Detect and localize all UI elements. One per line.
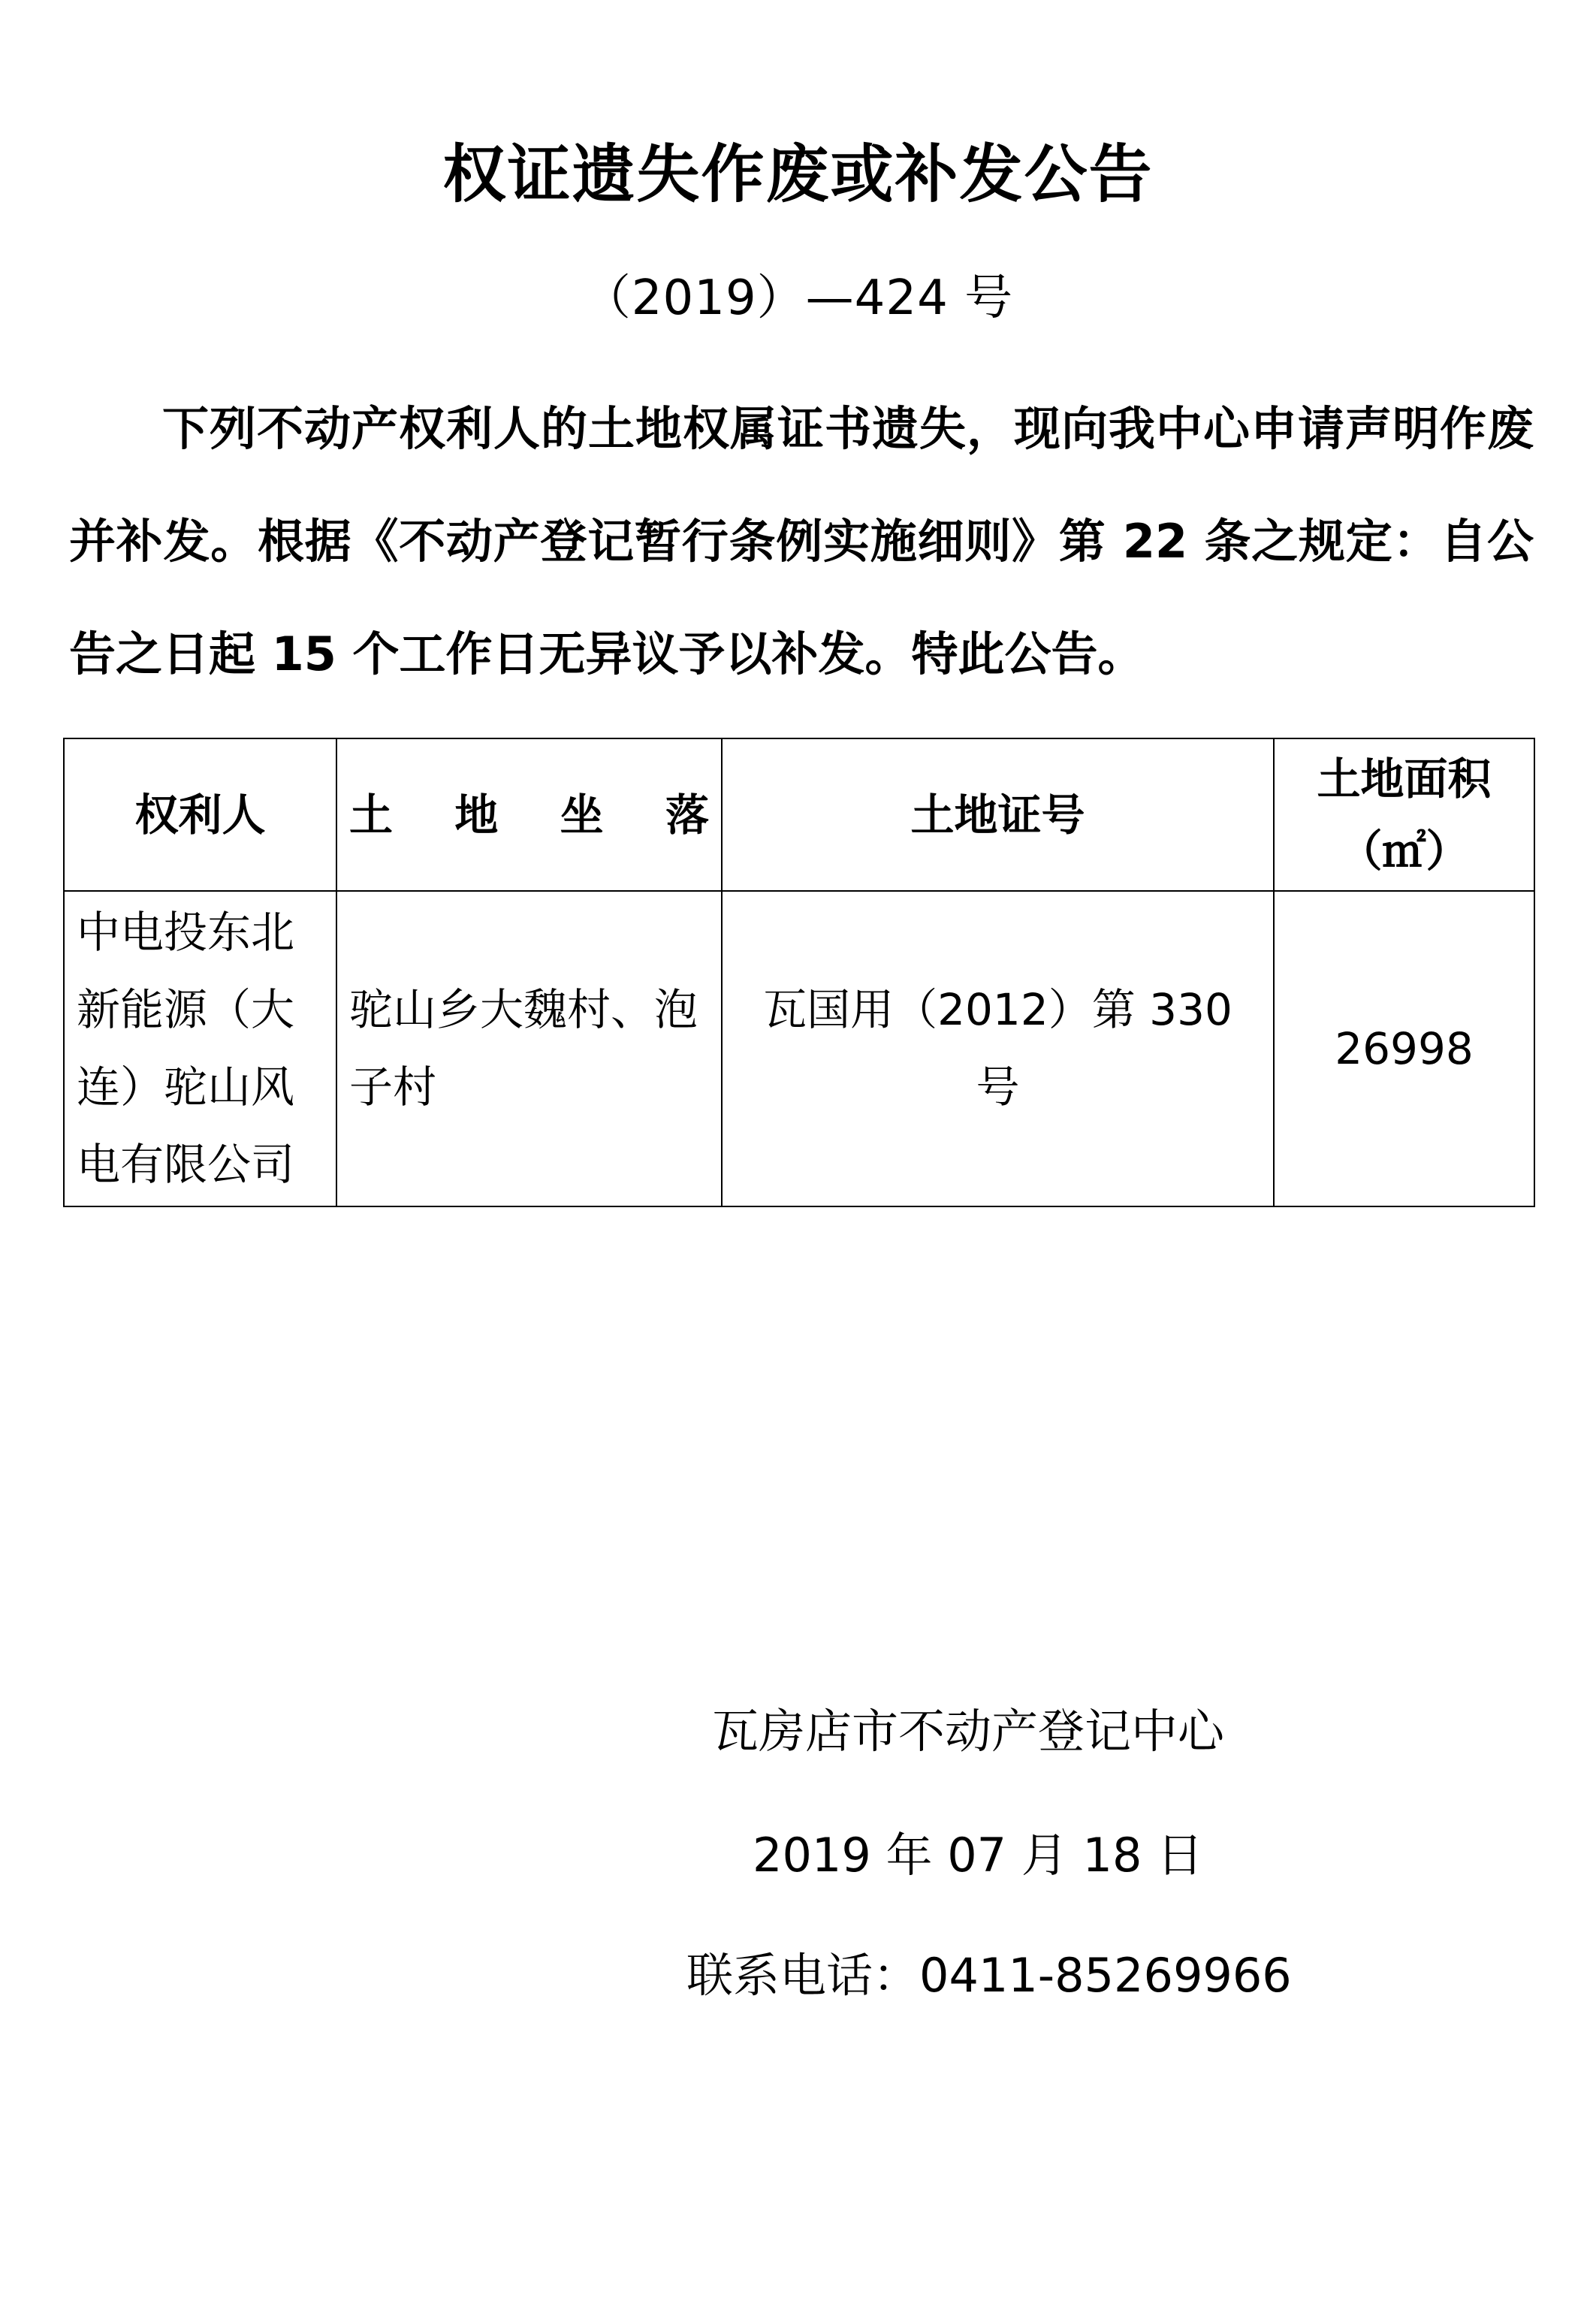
header-certificate: 土地证号	[722, 738, 1274, 891]
cell-certificate: 瓦国用（2012）第 330 号	[722, 891, 1274, 1206]
header-location: 土 地 坐 落	[336, 738, 722, 891]
cell-area: 26998	[1274, 891, 1534, 1206]
notice-title: 权证遗失作废或补发公告	[442, 137, 1154, 211]
header-area: 土地面积（㎡）	[1274, 738, 1534, 891]
contact-phone: 联系电话：0411-85269966	[686, 1948, 1292, 2003]
cell-owner: 中电投东北新能源（大连）驼山风电有限公司	[64, 891, 336, 1206]
issuing-organization: 瓦房店市不动产登记中心	[712, 1704, 1225, 1759]
notice-paragraph: 下列不动产权利人的土地权属证书遗失，现向我中心申请声明作废并补发。根据《不动产登记暂行条例实施细则》第 22 条之规定：自公告之日起 15 个工作日无异议予以补发。特此公告。	[69, 401, 1534, 681]
notice-body	[69, 373, 1534, 711]
certificate-table	[63, 738, 1535, 1207]
issue-date: 2019 年 07 月 18 日	[753, 1828, 1204, 1883]
cell-location: 驼山乡大魏村、泡子村	[336, 891, 722, 1206]
table-header-row	[64, 738, 1534, 891]
document-number: （2019）—424 号	[582, 270, 1014, 326]
header-owner: 权利人	[64, 738, 336, 891]
table-row	[64, 891, 1534, 1206]
